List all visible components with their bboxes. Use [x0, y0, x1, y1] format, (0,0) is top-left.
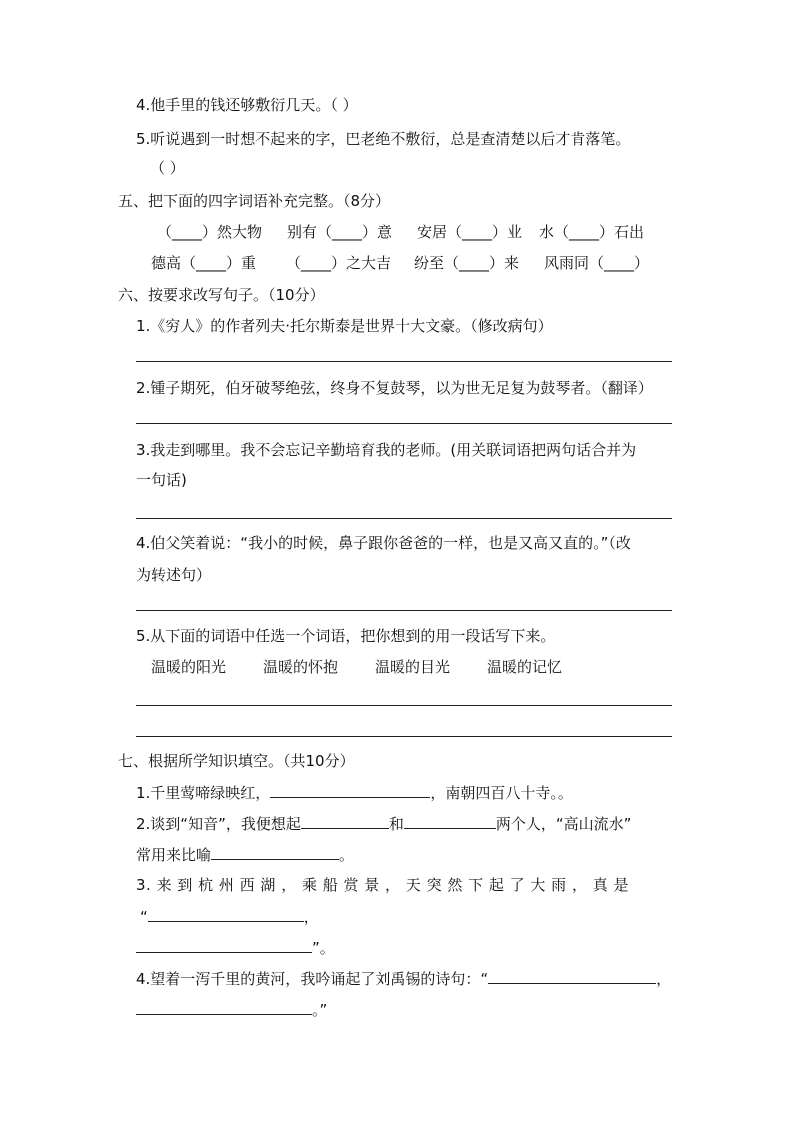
blank-7-2c[interactable] — [211, 844, 339, 860]
blank-7-1[interactable] — [270, 782, 430, 798]
q7-3-comma: ， — [303, 908, 319, 926]
idiom-row-2 — [151, 253, 649, 273]
answer-line-6-2[interactable] — [136, 423, 672, 424]
question-6-3-line1: 3.我走到哪里。我不会忘记辛勤培育我的老师。(用关联词语把两句话合并为 — [136, 441, 637, 459]
q7-3-open-quote: “ — [140, 908, 148, 926]
idiom-row-1 — [157, 222, 644, 242]
blank-7-2b[interactable] — [404, 813, 496, 829]
question-6-5: 5.从下面的词语中任选一个词语，把你想到的用一段话写下来。 — [136, 627, 556, 645]
idiom-item: 风雨同（____） — [544, 254, 650, 272]
answer-line-6-1[interactable] — [136, 361, 672, 362]
q7-2-text-d: 常用来比喻 — [136, 846, 212, 864]
q7-2-text-a: 2.谈到“知音”，我便想起 — [136, 815, 301, 833]
section-7-heading: 七、根据所学知识填空。（共10分） — [118, 752, 355, 770]
word-option: 温暖的目光 — [375, 658, 451, 676]
q7-2-text-e: 。 — [339, 846, 355, 864]
q7-2-text-b: 和 — [388, 815, 404, 833]
question-4-5: 5.听说遇到一时想不起来的字，巴老绝不敷衍，总是查清楚以后才肯落笔。 — [136, 130, 631, 148]
q7-4-comma: ， — [656, 970, 672, 988]
q7-2-text-c: 两个人，“高山流水” — [495, 815, 632, 833]
answer-line-6-4[interactable] — [136, 610, 672, 611]
question-6-3-line2: 一句话) — [136, 471, 187, 489]
idiom-item: 安居（____）业 — [417, 223, 523, 241]
question-7-2-line1 — [136, 813, 631, 834]
question-7-3-line1: 3. 来 到 杭 州 西 湖 ， 乘 船 赏 景 ， 天 突 然 下 起 了 大 雨 ， 真 是 — [136, 876, 629, 894]
question-6-4-line1: 4.伯父笑着说：“我小的时候，鼻子跟你爸爸的一样，也是又高又直的。”（改 — [136, 534, 631, 552]
blank-7-4b[interactable] — [136, 999, 312, 1015]
answer-paren-4-5: （ ） — [150, 159, 185, 177]
question-7-4-line1 — [136, 968, 671, 989]
answer-line-6-5b[interactable] — [136, 736, 672, 737]
question-6-1: 1.《穷人》的作者列夫·托尔斯泰是世界十大文豪。（修改病句） — [136, 317, 553, 335]
q7-4-close: 。” — [312, 1001, 328, 1019]
answer-line-6-5a[interactable] — [136, 705, 672, 706]
blank-7-3b[interactable] — [136, 937, 312, 953]
q7-4-text-a: 4.望着一泻千里的黄河，我吟诵起了刘禹锡的诗句：“ — [136, 970, 489, 988]
warm-words-row — [151, 657, 562, 677]
question-7-4-line2 — [136, 999, 327, 1020]
word-option: 温暖的阳光 — [151, 658, 227, 676]
idiom-item: 水（____）石出 — [539, 223, 645, 241]
section-6-heading: 六、按要求改写句子。（10分） — [118, 286, 325, 304]
blank-7-2a[interactable] — [301, 813, 389, 829]
blank-7-4a[interactable] — [488, 968, 656, 984]
question-7-3-line3 — [136, 937, 335, 958]
idiom-item: （____）之大吉 — [286, 254, 392, 272]
question-4-4: 4.他手里的钱还够敷衍几天。（ ） — [136, 96, 358, 114]
question-6-2: 2.锺子期死，伯牙破琴绝弦，终身不复鼓琴，以为世无足复为鼓琴者。（翻译） — [136, 379, 653, 397]
blank-7-3a[interactable] — [148, 906, 304, 922]
question-7-1 — [136, 782, 573, 803]
q7-1-text-b: ，南朝四百八十寺。。 — [430, 784, 573, 802]
idiom-item: （____）然大物 — [157, 223, 263, 241]
question-7-2-line2 — [136, 844, 354, 865]
q7-1-text-a: 1.千里莺啼绿映红， — [136, 784, 271, 802]
question-6-4-line2: 为转述句） — [136, 566, 212, 584]
idiom-item: 德高（____）重 — [151, 254, 257, 272]
idiom-item: 纷至（____）来 — [414, 254, 520, 272]
word-option: 温暖的怀抱 — [263, 658, 339, 676]
word-option: 温暖的记忆 — [487, 658, 563, 676]
idiom-item: 别有（____）意 — [287, 223, 393, 241]
answer-line-6-3[interactable] — [136, 518, 672, 519]
q7-3-close-quote: ”。 — [312, 939, 335, 957]
section-5-heading: 五、把下面的四字词语补充完整。（8分） — [118, 192, 391, 210]
question-7-3-line2 — [140, 906, 319, 927]
